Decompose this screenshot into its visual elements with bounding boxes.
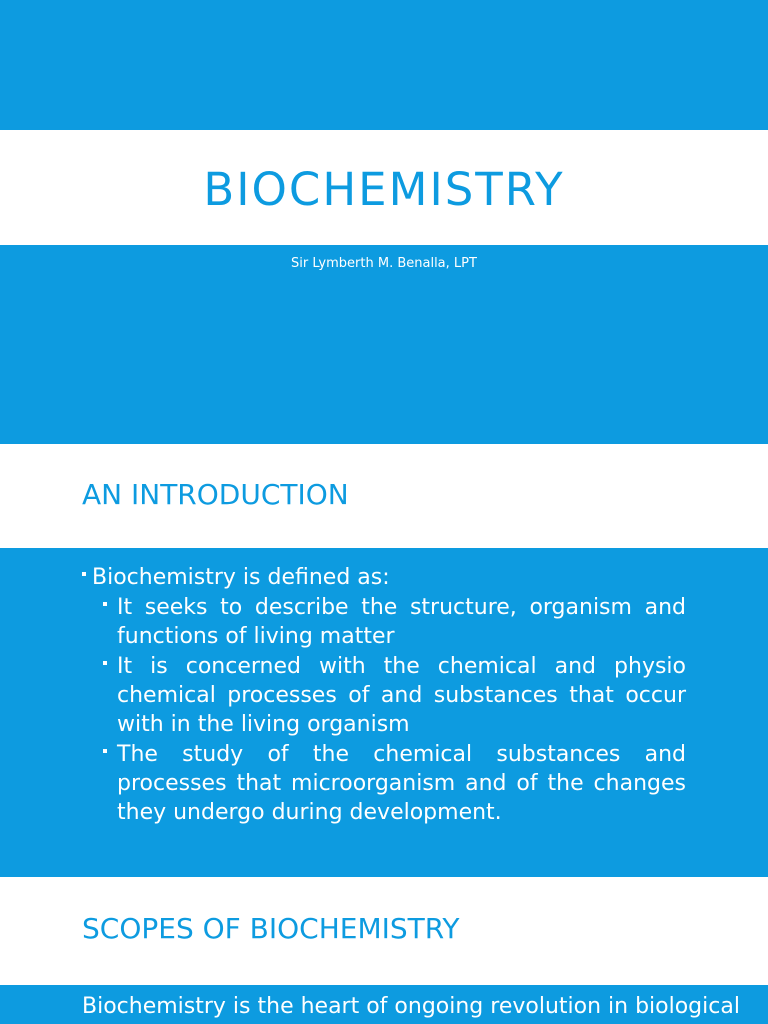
bullet-text: Biochemistry is defined as:: [92, 565, 390, 590]
intro-bullet-list: [82, 563, 686, 827]
title-slide-subtitle: Sir Lymberth M. Benalla, LPT: [291, 256, 477, 271]
scopes-slide-heading: SCOPES OF BIOCHEMISTRY: [82, 912, 460, 945]
title-slide-bottom-band: [0, 245, 768, 444]
bullet-item: [82, 563, 686, 827]
sub-bullet-item: It is concerned with the chemical and physio chemical processes of and substances that occur with in the living organism: [92, 652, 686, 739]
title-slide-top-band: [0, 0, 768, 130]
sub-bullet-list: [92, 593, 686, 827]
title-slide-title: BIOCHEMISTRY: [203, 163, 565, 216]
scopes-slide-text: Biochemistry is the heart of ongoing revolution in biological: [82, 994, 740, 1019]
intro-slide-heading: AN INTRODUCTION: [82, 478, 349, 511]
sub-bullet-item: It seeks to describe the structure, organism and functions of living matter: [92, 593, 686, 651]
sub-bullet-item: The study of the chemical substances and processes that microorganism and of the changes they undergo during development.: [92, 740, 686, 827]
